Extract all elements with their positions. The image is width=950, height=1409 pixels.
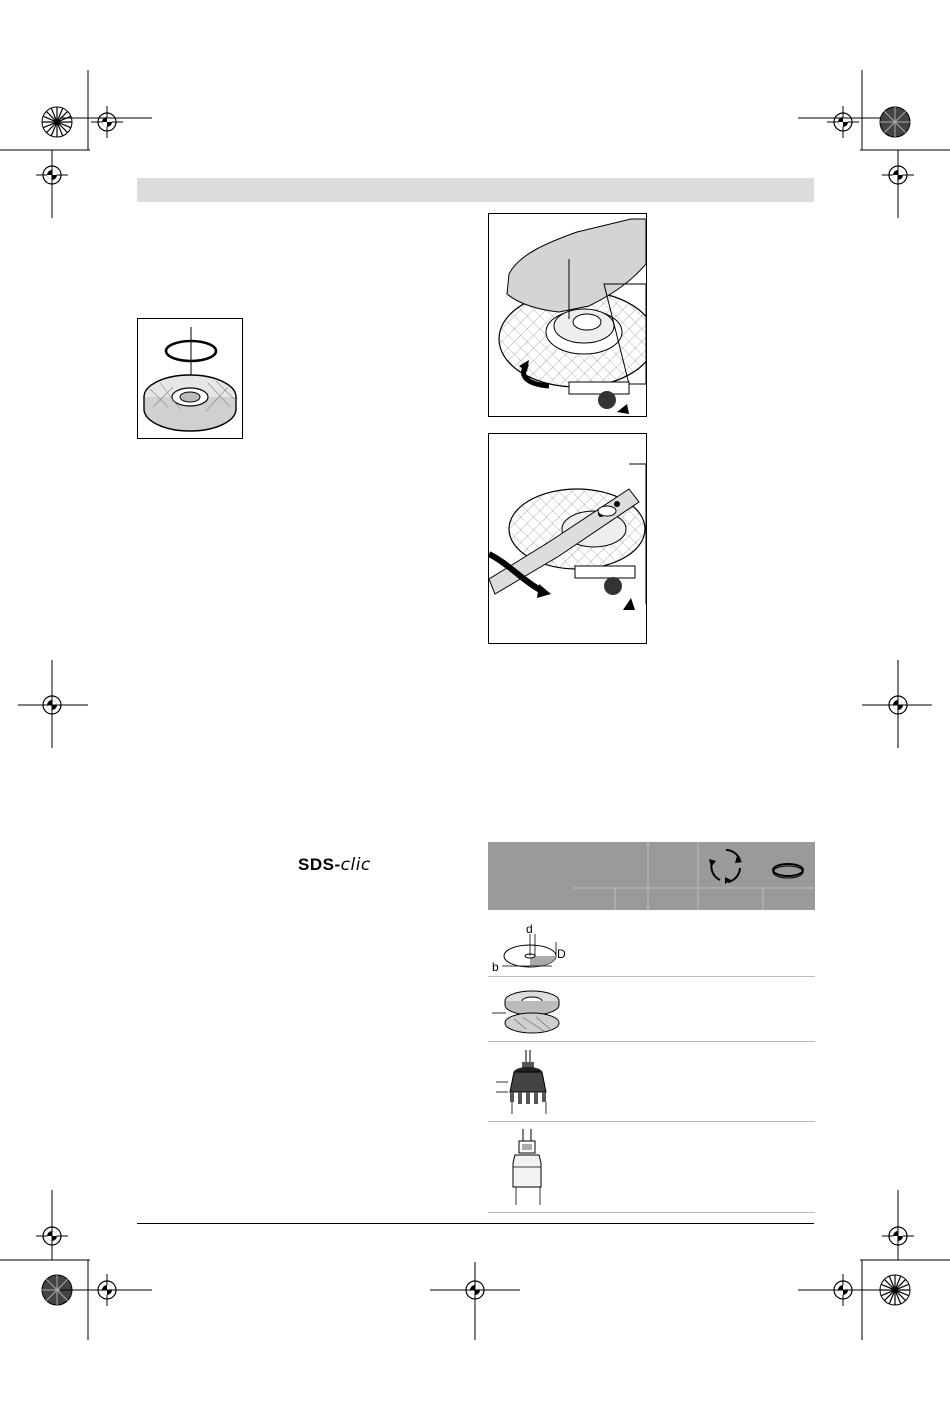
- dim-label-d: d: [526, 922, 533, 936]
- cup-brush-icon: [496, 1048, 556, 1114]
- row-divider: [488, 1212, 815, 1213]
- row-divider: [488, 976, 815, 977]
- row-divider: [488, 1121, 815, 1122]
- figure-spanner: [488, 433, 647, 644]
- accessory-table-header: [488, 842, 815, 910]
- figure-clamping-ring: [137, 318, 243, 439]
- flap-disc-icon: [492, 983, 572, 1039]
- ring-icon: [770, 860, 806, 880]
- figure-hand-mounting: [488, 213, 647, 417]
- dim-label-D: D: [557, 947, 566, 961]
- core-bit-icon: [505, 1127, 549, 1207]
- dim-label-b: b: [492, 960, 499, 974]
- row-divider: [488, 1041, 815, 1042]
- recycle-icon: [706, 846, 746, 886]
- sds-clic-logo: SDS-clic: [298, 855, 371, 875]
- footer-rule: [137, 1223, 814, 1224]
- header-band: [137, 178, 814, 202]
